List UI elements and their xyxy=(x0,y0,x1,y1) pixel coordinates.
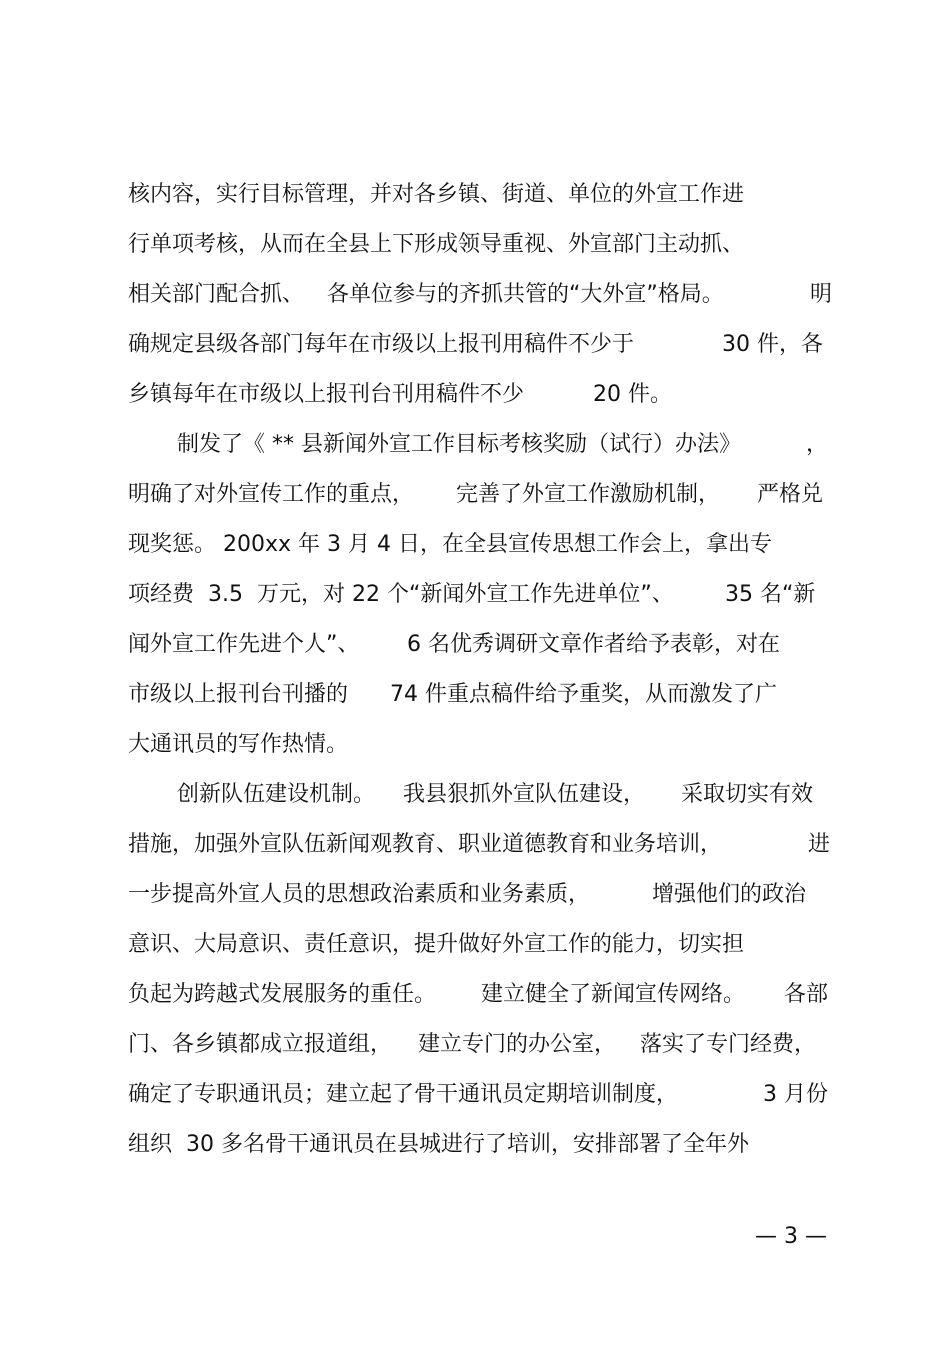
text-line xyxy=(0,930,950,960)
text-segment: 3 月份 xyxy=(763,1082,828,1107)
text-line xyxy=(0,730,950,760)
text-segment: 负起为跨越式发展服务的重任。 xyxy=(128,982,437,1007)
text-segment: 现奖惩。 200xx 年 3 月 4 日，在全县宣传思想工作会上，拿出专 xyxy=(128,532,772,557)
text-segment: 进 xyxy=(808,832,831,857)
text-line xyxy=(0,680,950,710)
text-line xyxy=(0,380,950,410)
text-segment: 完善了外宣工作激励机制， xyxy=(456,482,721,507)
text-line xyxy=(0,580,950,610)
text-segment: 35 名“新 xyxy=(725,582,816,607)
text-segment: 制发了《 ** 县新闻外宣工作目标考核奖励（试行）办法》 xyxy=(177,432,741,457)
text-line xyxy=(0,430,950,460)
text-segment: 门、各乡镇都成立报道组， xyxy=(128,1032,393,1057)
text-segment: 严格兑 xyxy=(757,482,824,507)
text-segment: 核内容，实行目标管理，并对各乡镇、街道、单位的外宣工作进 xyxy=(128,182,745,207)
text-segment: 乡镇每年在市级以上报刊台刊用稿件不少 xyxy=(128,382,525,407)
text-segment: 行单项考核，从而在全县上下形成领导重视、外宣部门主动抓、 xyxy=(128,232,745,257)
text-line xyxy=(0,830,950,860)
text-line xyxy=(0,630,950,660)
text-line xyxy=(0,180,950,210)
text-line xyxy=(0,780,950,810)
text-segment: 明 xyxy=(810,282,833,307)
text-line xyxy=(0,280,950,310)
text-line xyxy=(0,530,950,560)
text-segment: 市级以上报刊台刊播的 xyxy=(128,682,349,707)
text-segment: 各单位参与的齐抓共管的“大外宣”格局。 xyxy=(327,282,724,307)
text-segment: 74 件重点稿件给予重奖，从而激发了广 xyxy=(390,682,777,707)
text-segment: 我县狠抓外宣队伍建设， xyxy=(403,782,646,807)
text-segment: 闻外宣工作先进个人”、 xyxy=(128,632,360,657)
text-line xyxy=(0,1080,950,1110)
text-line xyxy=(0,880,950,910)
text-segment: 大通讯员的写作热情。 xyxy=(128,732,349,757)
text-segment: 项经费 3.5 万元，对 22 个“新闻外宣工作先进单位”、 xyxy=(128,582,674,607)
text-segment: 明确了对外宣传工作的重点， xyxy=(128,482,415,507)
text-segment: 措施，加强外宣队伍新闻观教育、职业道德教育和业务培训， xyxy=(128,832,723,857)
text-segment: 确规定县级各部门每年在市级以上报刊用稿件不少于 xyxy=(128,332,635,357)
page-number: — 3 — xyxy=(755,1224,827,1249)
text-segment: 增强他们的政治 xyxy=(652,882,807,907)
text-line xyxy=(0,980,950,1010)
text-segment: 建立健全了新闻宣传网络。 xyxy=(481,982,746,1007)
text-line xyxy=(0,1130,950,1160)
text-segment: 意识、大局意识、责任意识，提升做好外宣工作的能力，切实担 xyxy=(128,932,745,957)
text-segment: 确定了专职通讯员；建立起了骨干通讯员定期培训制度， xyxy=(128,1082,679,1107)
text-segment: 创新队伍建设机制。 xyxy=(177,782,376,807)
text-line xyxy=(0,230,950,260)
text-segment: 一步提高外宣人员的思想政治素质和业务素质， xyxy=(128,882,591,907)
text-segment: 各部 xyxy=(784,982,829,1007)
text-segment: 建立专门的办公室， xyxy=(418,1032,617,1057)
text-segment: 30 件，各 xyxy=(722,332,823,357)
text-segment: 组织 30 多名骨干通讯员在县城进行了培训，安排部署了全年外 xyxy=(128,1132,749,1157)
text-segment: 20 件。 xyxy=(593,382,672,407)
text-line xyxy=(0,1030,950,1060)
text-line xyxy=(0,330,950,360)
text-segment: 落实了专门经费， xyxy=(640,1032,817,1057)
text-segment: 6 名优秀调研文章作者给予表彰，对在 xyxy=(407,632,780,657)
text-segment: 相关部门配合抓、 xyxy=(128,282,305,307)
text-line xyxy=(0,480,950,510)
text-segment: ， xyxy=(806,432,829,457)
text-segment: 采取切实有效 xyxy=(681,782,814,807)
